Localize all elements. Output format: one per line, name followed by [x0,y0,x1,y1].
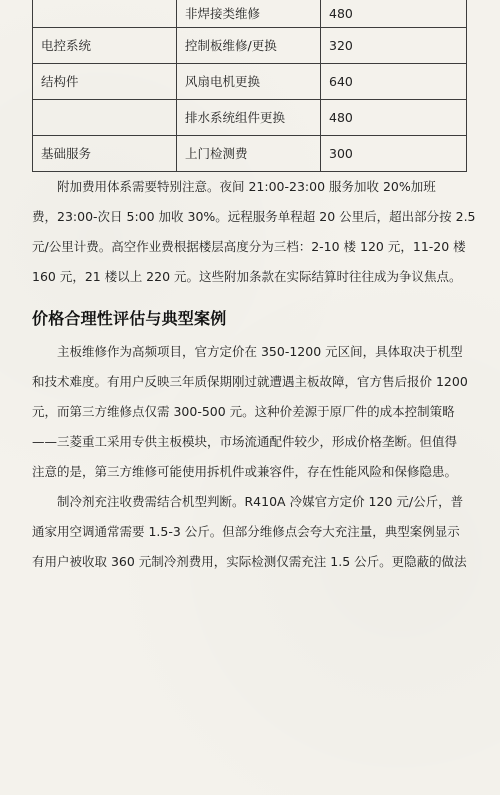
table-cell-item: 风扇电机更换 [177,64,321,100]
table-row [33,136,467,172]
table-cell-item: 上门检测费 [177,136,321,172]
paragraph-line: 160 元，21 楼以上 220 元。这些附加条款在实际结算时往往成为争议焦点。 [32,269,462,284]
table-row [33,28,467,64]
surcharge-paragraph [32,172,476,292]
table-cell-item: 控制板维修/更换 [177,28,321,64]
table-cell-category: 基础服务 [33,136,177,172]
paragraph-line: 通家用空调通常需要 1.5-3 公斤。但部分维修点会夸大充注量，典型案例显示 [32,524,460,539]
paragraph-line: 制冷剂充注收费需结合机型判断。R410A 冷媒官方定价 120 元/公斤，普 [57,494,464,509]
table-cell-item: 非焊接类维修 [177,0,321,28]
section-heading: 价格合理性评估与典型案例 [32,309,227,328]
paragraph-line: 注意的是，第三方维修可能使用拆机件或兼容件，存在性能风险和保修隐患。 [32,464,458,479]
table-row [33,64,467,100]
mainboard-paragraph [32,337,468,487]
paragraph-line: 主板维修作为高频项目，官方定价在 350-1200 元区间，具体取决于机型 [57,344,463,359]
table-cell-price: 300 [321,136,467,172]
table-cell-price: 320 [321,28,467,64]
refrigerant-paragraph [32,487,467,577]
paragraph-line: 附加费用体系需要特别注意。夜间 21:00-23:00 服务加收 20%加班 [57,179,436,194]
paragraph-line: 和技术难度。有用户反映三年质保期刚过就遭遇主板故障，官方售后报价 1200 [32,374,468,389]
table-cell-item: 排水系统组件更换 [177,100,321,136]
paragraph-line: ——三菱重工采用专供主板模块，市场流通配件较少，形成价格垄断。但值得 [32,434,458,449]
paragraph-line: 有用户被收取 360 元制冷剂费用，实际检测仅需充注 1.5 公斤。更隐蔽的做法 [32,554,467,569]
table-cell-category [33,0,177,28]
repair-fee-table [32,0,467,172]
paragraph-line: 元，而第三方维修点仅需 300-500 元。这种价差源于原厂件的成本控制策略 [32,404,455,419]
table-cell-category: 结构件 [33,64,177,100]
paragraph-line: 元/公里计费。高空作业费根据楼层高度分为三档：2-10 楼 120 元，11-20 楼 [32,239,466,254]
paragraph-line: 费，23:00-次日 5:00 加收 30%。远程服务单程超 20 公里后，超出部分按 2.5 [32,209,476,224]
table-row [33,0,467,28]
table-cell-price: 640 [321,64,467,100]
table-cell-category [33,100,177,136]
table-cell-price: 480 [321,100,467,136]
table-cell-category: 电控系统 [33,28,177,64]
table-cell-price: 480 [321,0,467,28]
table-row [33,100,467,136]
fee-table-body [33,0,467,172]
